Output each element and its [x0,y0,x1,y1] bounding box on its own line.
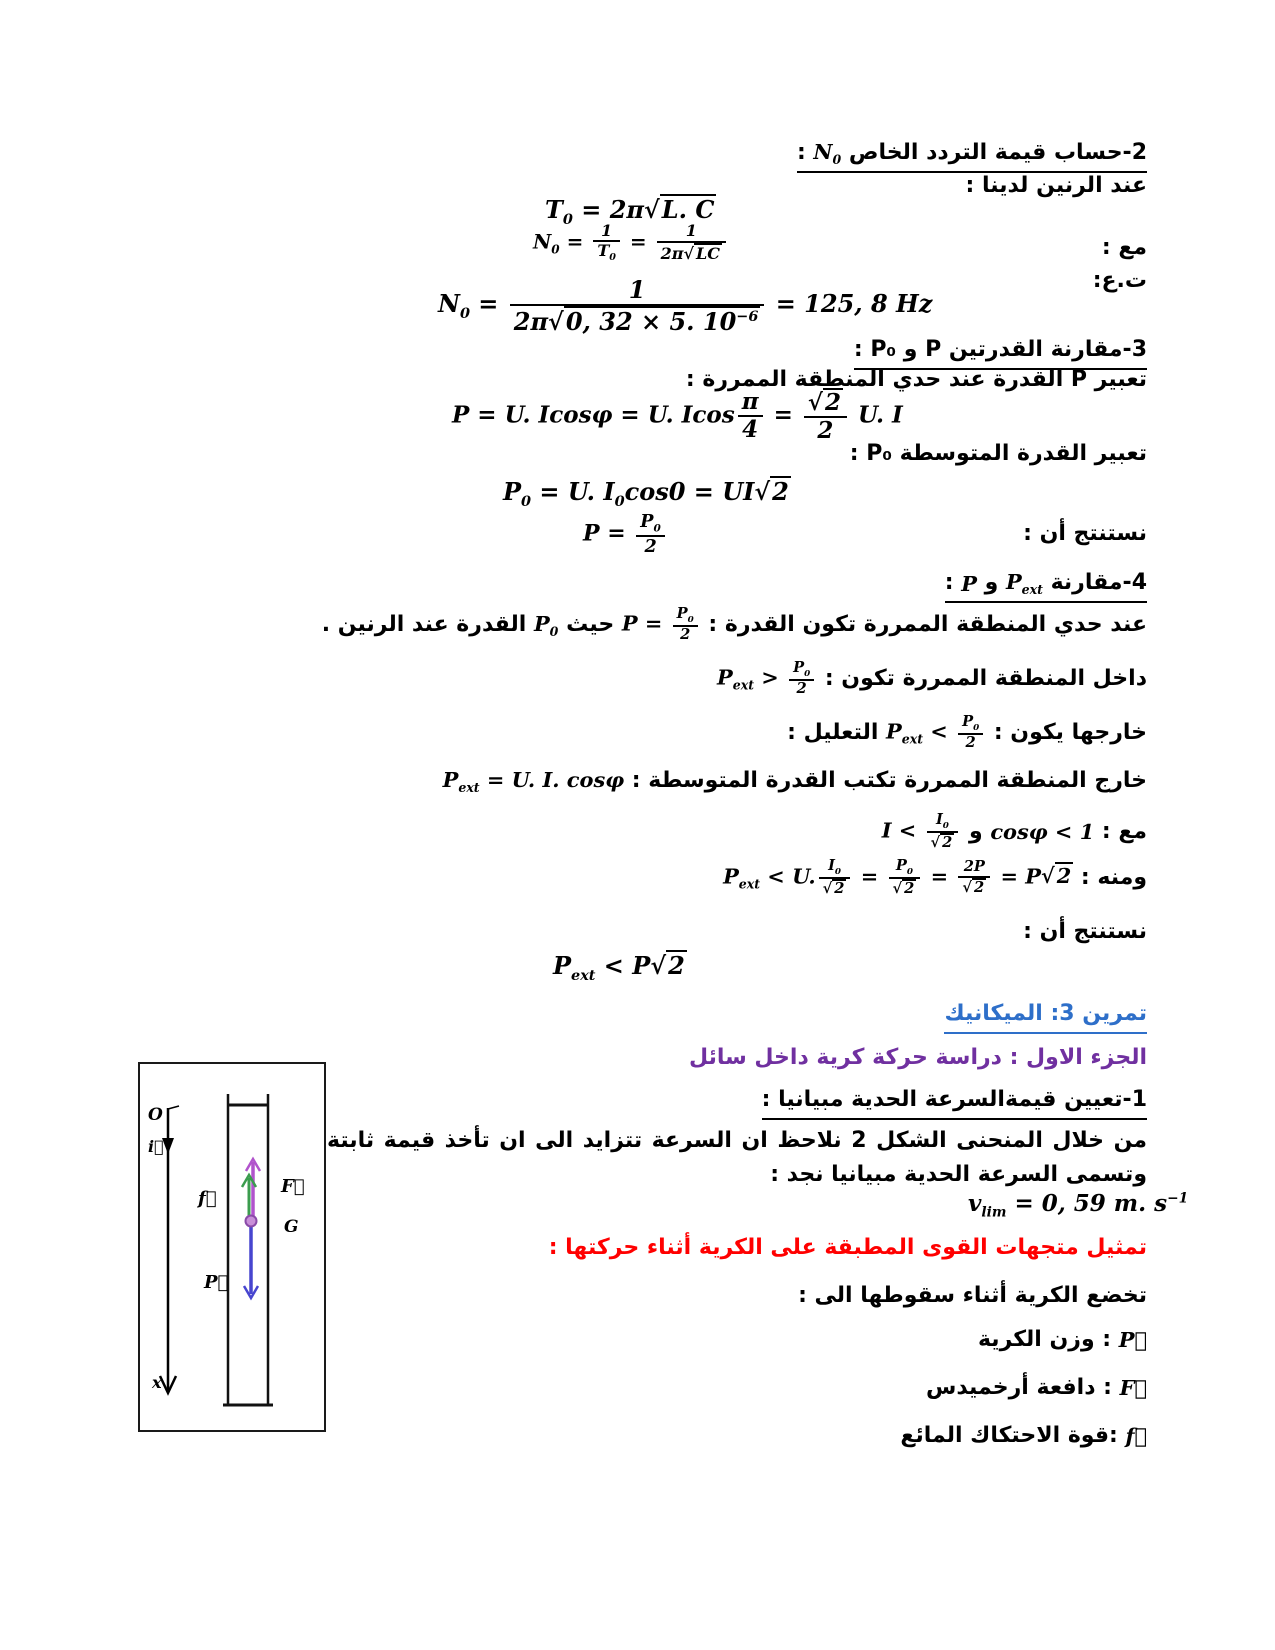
outside-band-power-text: خارج المنطقة الممررة تكتب القدرة المتوسطة : [624,768,1147,794]
formula-n0-definition: $N_0$ = $\frac{1}{T_0}$ = $\frac{1}{2\pi√ LC}$ [533,222,729,264]
band-edges-text-2: حيث [558,611,622,637]
p-expression-intro: تعبير P القدرة عند حدي المنطقة الممررة : [685,367,1147,392]
resonance-line: عند الرنين لدينا : [965,173,1147,198]
ball-center-label: G [284,1217,299,1237]
section-4-heading-and: و [976,570,1006,596]
outside-band-text-2: التعليل : [787,719,887,745]
friction-text: :قوة الاحتكاك المائع [900,1423,1126,1448]
forces-heading: تمثيل متجهات القوى المطبقة على الكرية أثناء حركتها : [548,1235,1147,1260]
pext-greater-inline: $P_{ext}$ > $\frac{P_0}{2}$ [717,660,817,698]
n0-symbol: $N_0$ [813,139,842,168]
archimedes-line [926,1374,1147,1403]
inside-band-line [717,660,1147,698]
band-edges-line [322,606,1147,644]
pext-chain-inline: $P_{ext} < U$. $\frac{I_0}{√ 2}$ = $\frac{P_0}{√ 2}$ = $\frac{2P}{√ 2}$ = P√2 [723,857,1072,898]
formula-pext-conclusion: $P_{ext} < P√2$ [553,951,685,984]
with-label: مع : [1101,235,1147,260]
friction-line [900,1422,1147,1451]
figure-box [138,1062,326,1432]
axis-origin-tick [168,1106,179,1109]
formula-p0-expression: $P_0 = U$. $I_0\cos 0 = UI√2$ [503,477,789,510]
conditions-line [882,812,1147,852]
section-4-heading-text: 4-مقارنة [1042,570,1147,596]
tube-figure [140,1064,320,1426]
p0-expression-intro: تعبير القدرة المتوسطة P₀ : [849,441,1147,466]
ball [246,1216,257,1227]
exercise-3-heading: تمرين 3: الميكانيك [944,1000,1147,1034]
pext-definition-inline: $P_{ext} = U$. I. cosφ [442,767,625,796]
q1-paragraph: من خلال المنحنى الشكل 2 نلاحظ ان السرعة تتزايد الى ان تأخذ قيمة ثابتة وتسمى السرعة الحدية مبيانيا نجد : [327,1128,1147,1188]
pext-less-inline: $P_{ext}$ < $\frac{P_0}{2}$ [886,714,986,752]
part-1-heading: الجزء الاول : دراسة حركة كرية داخل سائل [688,1045,1147,1070]
weight-line [978,1326,1147,1355]
numeric-application-label: ت.ع: [1092,268,1147,293]
unit-vector-label: i⃗ [148,1137,164,1156]
section-2-heading-colon: : [796,140,814,166]
formula-n0-numeric: $N_0$ = $\frac{1}{2\pi√0, 32 \times 5. 10^{-6}}$ = 125, 8 Hz [438,275,933,336]
formula-p-expression: P = U. Icosφ = U. Icos $\frac{\pi}{4}$ = $\frac{√2}{2}$ U. I [452,388,903,445]
hence-line [723,858,1147,898]
p-symbol: P [961,570,977,596]
section-2-heading-text: 2-حساب قيمة التردد الخاص [841,140,1147,166]
outside-band-text-1: خارجها يكون : [986,719,1147,745]
hence-text: ومنه : [1073,864,1147,890]
weight-text: : وزن الكرية [977,1327,1119,1352]
formula-vlim: $v_{lim} = 0$, 59 m. $s^{-1}$ [968,1190,1189,1221]
conditions-text-1: مع : [1094,818,1147,844]
formula-t0: $T_0 = 2\pi√L$. C [545,195,715,228]
axis-label: x [152,1373,162,1392]
outside-band-line [787,714,1147,752]
inside-band-text: داخل المنطقة الممررة تكون : [817,665,1147,691]
conclude-line-1: نستنتج أن : [1023,521,1147,546]
p-half-inline: P = $\frac{P_0}{2}$ [622,606,701,644]
p0-symbol-inline: $P_0$ [533,610,559,639]
buoyancy-label: F⃗ [281,1176,305,1197]
unit-vector-arrowhead [162,1138,174,1154]
band-edges-text-3: القدرة عند الرنين . [321,611,534,637]
weight-label: P⃗ [204,1272,229,1293]
buoyancy-vector-symbol: F⃗ [1119,1375,1147,1401]
band-edges-text-1: عند حدي المنطقة الممررة تكون القدرة : [700,611,1147,637]
weight-vector-symbol: P⃗ [1118,1327,1147,1353]
section-3-heading: 3-مقارنة القدرتين P و P₀ : [854,336,1147,370]
forces-intro-line: تخضع الكرية أثناء سقوطها الى : [798,1283,1147,1308]
formula-p-half: P = $\frac{P_0}{2}$ [583,512,668,557]
section-4-heading [945,568,1147,603]
current-condition-inline: I < $\frac{I_0}{√ 2}$ [882,812,962,852]
origin-label: O [148,1105,163,1125]
q1-heading: 1-تعيين قيمةالسرعة الحدية مبيانيا : [762,1086,1147,1120]
cos-condition-inline: cosφ < 1 [990,819,1095,845]
pext-symbol: $P_{ext}$ [1005,569,1043,598]
friction-label: f⃗ [198,1188,217,1209]
archimedes-text: : دافعة أرخميدس [925,1375,1120,1400]
friction-vector-symbol: f⃗ [1125,1423,1147,1449]
conditions-text-2: و [961,818,991,844]
section-2-heading [797,138,1147,173]
section-4-heading-colon: : [944,570,962,596]
conclude-line-2: نستنتج أن : [1023,919,1147,944]
outside-band-power-line [443,766,1147,796]
